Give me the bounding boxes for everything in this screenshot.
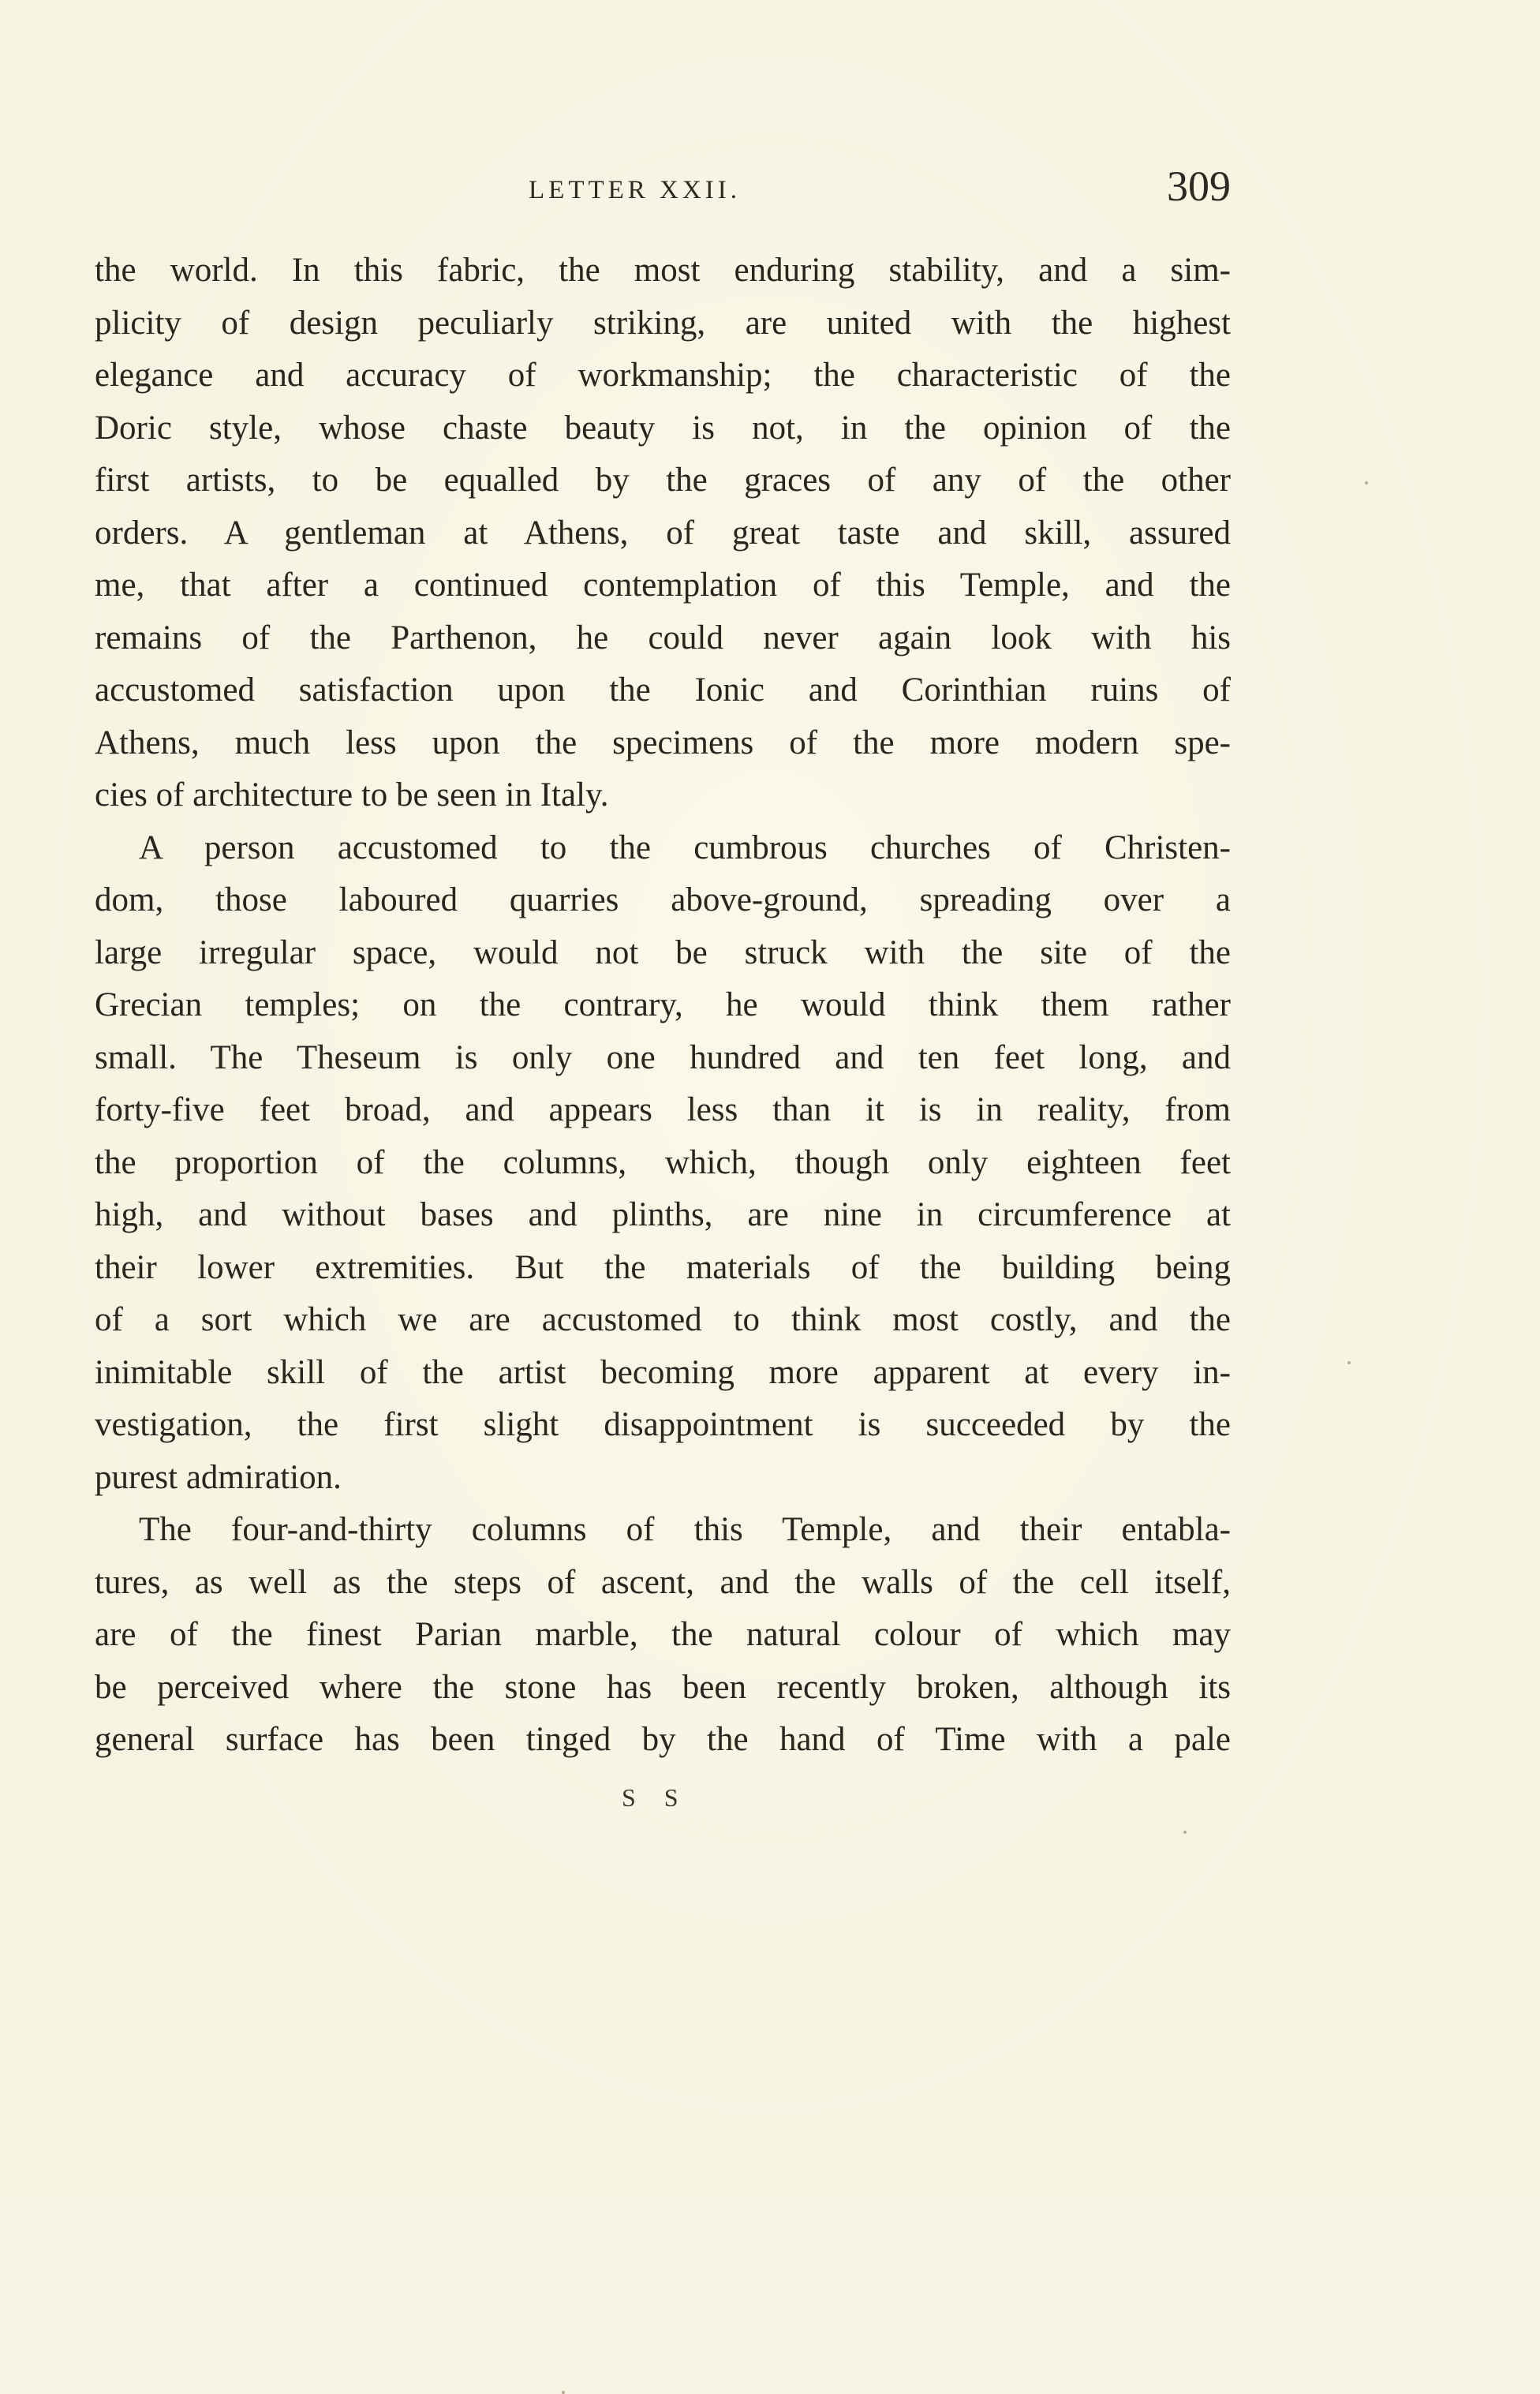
text-line: remains of the Parthenon, he could never again look with his	[95, 619, 1231, 656]
text-line: me, that after a continued contemplation of this Temple, and the	[95, 567, 1231, 604]
signature-mark: S S	[622, 1783, 690, 1812]
text-line: of a sort which we are accustomed to think most costly, and the	[95, 1301, 1231, 1338]
paper-speck	[1365, 481, 1368, 484]
text-line: the world. In this fabric, the most enduring stability, and a sim-	[95, 252, 1231, 289]
text-line: small. The Theseum is only one hundred and ten feet long, and	[95, 1038, 1231, 1076]
running-head: LETTER XXII.	[529, 176, 741, 204]
text-line: Athens, much less upon the specimens of the more modern spe-	[95, 724, 1231, 761]
page-header	[95, 162, 1231, 225]
text-line: general surface has been tinged by the hand of Time with a pale	[95, 1721, 1231, 1758]
paper-speck	[562, 2391, 565, 2394]
text-line: dom, those laboured quarries above-ground, spreading over a	[95, 881, 1231, 918]
text-line: inimitable skill of the artist becoming more apparent at every in-	[95, 1353, 1231, 1391]
text-line: vestigation, the first slight disappointment is succeeded by the	[95, 1406, 1231, 1443]
text-line: elegance and accuracy of workmanship; the characteristic of the	[95, 357, 1231, 394]
page-number: 309	[1167, 163, 1231, 210]
text-line: Grecian temples; on the contrary, he would think them rather	[95, 986, 1231, 1023]
text-line: plicity of design peculiarly striking, are united with the highest	[95, 304, 1231, 342]
text-line: tures, as well as the steps of ascent, and the walls of the cell itself,	[95, 1563, 1231, 1601]
text-line: accustomed satisfaction upon the Ionic and Corinthian ruins of	[95, 671, 1231, 709]
paragraph	[95, 245, 1231, 822]
text-line: forty-five feet broad, and appears less than it is in reality, from	[95, 1091, 1231, 1128]
text-line: high, and without bases and plinths, are nine in circumference at	[95, 1196, 1231, 1233]
paper-speck	[1348, 1361, 1351, 1364]
body-text	[95, 245, 1231, 1767]
text-line: Doric style, whose chaste beauty is not, in the opinion of the	[95, 409, 1231, 447]
paper-speck	[1183, 1831, 1187, 1834]
text-line: large irregular space, would not be struck with the site of the	[95, 933, 1231, 971]
text-line: The four-and-thirty columns of this Temple, and their entabla-	[139, 1511, 1231, 1548]
paragraph	[95, 1504, 1231, 1767]
text-line: cies of architecture to be seen in Italy.	[95, 776, 609, 814]
text-line: orders. A gentleman at Athens, of great taste and skill, assured	[95, 514, 1231, 552]
text-line: purest admiration.	[95, 1458, 342, 1496]
text-line: the proportion of the columns, which, though only eighteen feet	[95, 1143, 1231, 1181]
paragraph	[95, 822, 1231, 1505]
text-line: first artists, to be equalled by the graces of any of the other	[95, 462, 1231, 499]
text-line: are of the finest Parian marble, the natural colour of which may	[95, 1616, 1231, 1653]
text-line: be perceived where the stone has been recently broken, although its	[95, 1668, 1231, 1706]
text-line: their lower extremities. But the materials of the building being	[95, 1248, 1231, 1286]
text-line: A person accustomed to the cumbrous churches of Christen-	[139, 829, 1231, 866]
